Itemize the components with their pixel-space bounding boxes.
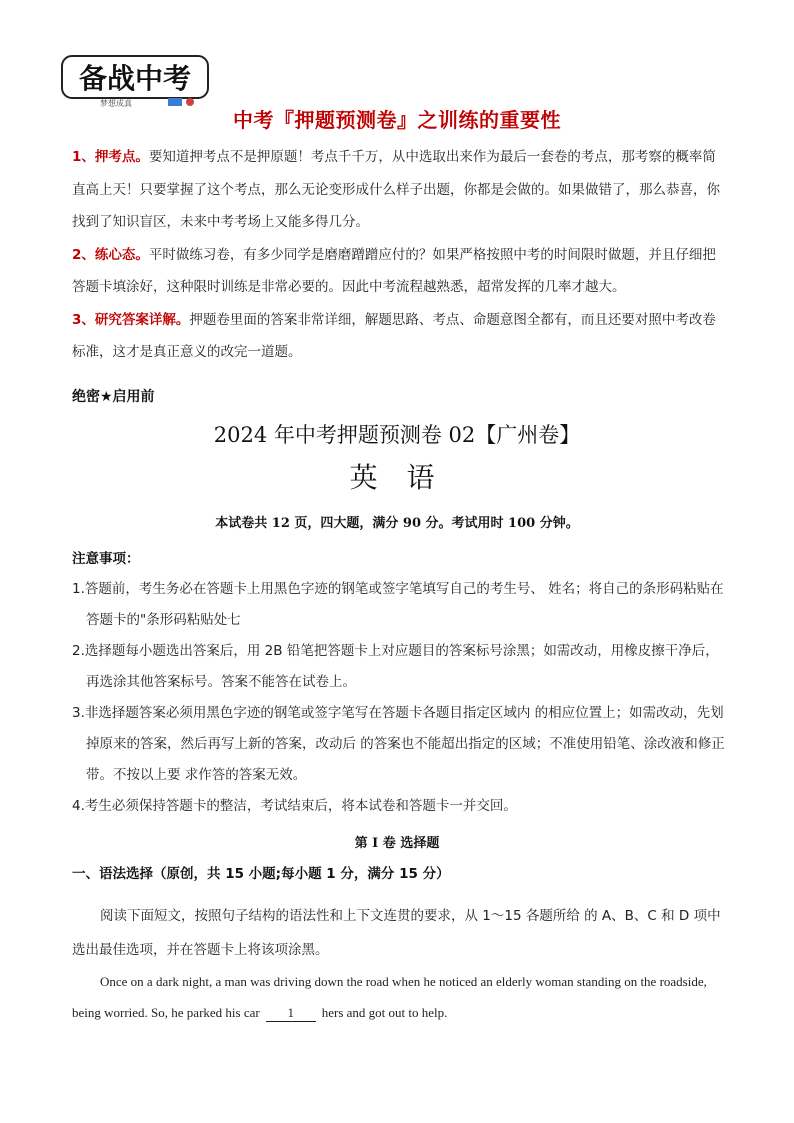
secret-label: 绝密★启用前 <box>72 389 155 405</box>
note-item: 1.答题前，考生务必在答题卡上用黑色字迹的钢笔或签字笔填写自己的考生号、 姓名；将自己的条形码粘贴在答题卡的"条形码粘贴处七 <box>72 581 724 628</box>
tip-item <box>72 239 728 304</box>
passage-text: hers and got out to help. <box>321 1005 448 1020</box>
notes-heading: 注意事项： <box>72 551 140 567</box>
tip-text: 要知道押考点不是押原题！考点千千万，从中选取出来作为最后一套卷的考点，那考察的概率简直高上天！只要掌握了这个考点，那么无论变形成什么样子出题，你都是会做的。如果做错了，那么恭喜，你找到了知识盲区，未来中考考场上又能多得几分。 <box>72 149 720 230</box>
tip-lead: 2、练心态。 <box>72 246 149 263</box>
tip-lead: 1、押考点。 <box>72 149 149 165</box>
tip-text: 平时做练习卷，有多少同学是磨磨蹭蹭应付的？如果严格按照中考的时间限时做题，并且仔细把答题卡填涂好，这种限时训练是非常必要的。因此中考流程越熟悉，超常发挥的几率才越大。 <box>72 246 716 295</box>
logo-text: 备战中考 <box>78 62 192 95</box>
exam-title: 2024 年中考押题预测卷 02【广州卷】 <box>213 423 581 447</box>
brand-logo <box>60 50 210 110</box>
tip-lead: 3、研究答案详解。 <box>72 311 190 328</box>
tip-item <box>72 304 728 369</box>
note-item: 2.选择题每小题选出答案后，用 2B 铅笔把答题卡上对应题目的答案标号涂黑；如需改动，用橡皮擦干净后，再选涂其他答案标号。答案不能答在试卷上。 <box>72 643 719 690</box>
exam-info: 本试卷共 12 页，四大题，满分 90 分。考试用时 100 分钟。 <box>215 516 579 531</box>
section-title: 一、语法选择（原创，共 15 小题;每小题 1 分，满分 15 分） <box>72 866 450 882</box>
tips-block <box>72 141 728 369</box>
note-item: 4.考生必须保持答题卡的整洁，考试结束后，将本试卷和答题卡一并交回。 <box>72 798 517 814</box>
tip-text: 押题卷里面的答案非常详细，解题思路、考点、命题意图全都有，而且还要对照中考改卷标准，这才是真正意义的改完一道题。 <box>72 311 716 360</box>
answer-blank: 1 <box>266 1005 316 1022</box>
logo-small-text: 梦想成真 <box>100 99 132 108</box>
banner-title: 中考『押题预测卷』之训练的重要性 <box>233 108 561 132</box>
passage-text: Once on a dark night, a man was driving down the road when he noticed an elderly woman standing on the roadside, being worried. So, he parked his car <box>72 974 707 1020</box>
part-title: 第 I 卷 选择题 <box>354 836 440 851</box>
reading-passage <box>72 966 732 1028</box>
notes-list <box>72 574 732 822</box>
section-instruction: 阅读下面短文，按照句子结构的语法性和上下文连贯的要求，从 1～15 各题所给 的 A、B、C 和 D 项中选出最佳选项，并在答题卡上将该项涂黑。 <box>72 908 721 958</box>
note-item: 3.非选择题答案必须用黑色字迹的钢笔或签字笔写在答题卡各题目指定区域内 的相应位置上；如需改动，先划掉原来的答案，然后再写上新的答案，改动后 的答案也不能超出指定的区域；不准使用铅笔、涂改液和修正带。不按以上要 求作答的答案无效。 <box>72 705 725 783</box>
subject-title: 英 语 <box>349 461 445 494</box>
tip-item <box>72 141 728 239</box>
